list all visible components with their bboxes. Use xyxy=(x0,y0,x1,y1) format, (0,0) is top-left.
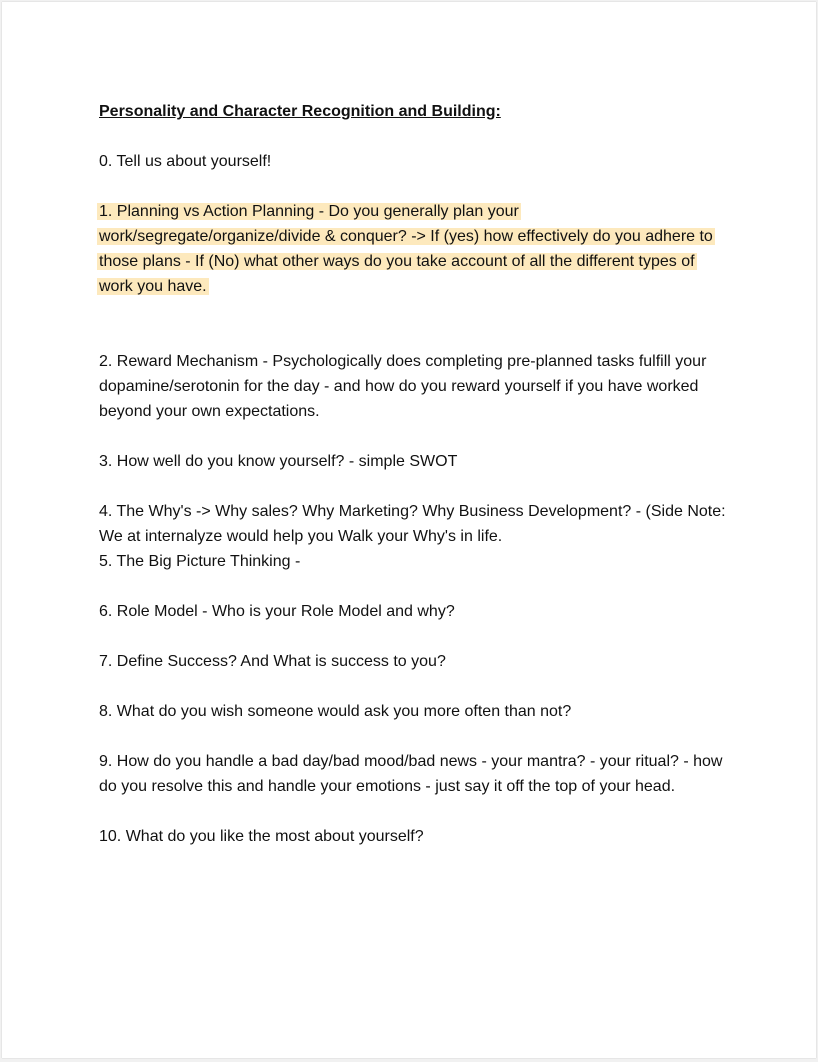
question-1-paragraph xyxy=(99,199,729,299)
question-0: 0. Tell us about yourself! xyxy=(99,153,272,170)
spacer xyxy=(99,474,729,499)
spacer xyxy=(99,574,729,599)
spacer xyxy=(99,624,729,649)
spacer xyxy=(99,424,729,449)
spacer xyxy=(99,324,729,349)
document-page xyxy=(2,2,816,1058)
question-5: 5. The Big Picture Thinking - xyxy=(99,553,301,570)
question-3: 3. How well do you know yourself? - simple SWOT xyxy=(99,453,458,470)
question-9: 9. How do you handle a bad day/bad mood/bad news - your mantra? - your ritual? - how do you resolve this and handle your emotions - just say it off the top of your head. xyxy=(99,753,723,795)
question-4: 4. The Why's -> Why sales? Why Marketing? Why Business Development? - (Side Note: We at internalyze would help you Walk your Why's in life. xyxy=(99,503,726,545)
spacer xyxy=(99,724,729,749)
spacer xyxy=(99,799,729,824)
question-8: 8. What do you wish someone would ask you more often than not? xyxy=(99,703,572,720)
question-10: 10. What do you like the most about yourself? xyxy=(99,828,424,845)
spacer xyxy=(99,674,729,699)
question-1-highlighted: 1. Planning vs Action Planning - Do you generally plan your work/segregate/organize/divide & conquer? -> If (yes) how effectively do you adhere to those plans - If (No) what other ways do you take account of all the different types of work you have. xyxy=(99,203,713,295)
spacer xyxy=(99,299,729,324)
document-title: Personality and Character Recognition and Building: xyxy=(99,103,501,120)
document-body[interactable] xyxy=(99,99,729,849)
question-7: 7. Define Success? And What is success to you? xyxy=(99,653,446,670)
spacer xyxy=(99,124,729,149)
spacer xyxy=(99,174,729,199)
question-2: 2. Reward Mechanism - Psychologically does completing pre-planned tasks fulfill your dopamine/serotonin for the day - and how do you reward yourself if you have worked beyond your own expectations. xyxy=(99,353,707,420)
question-6: 6. Role Model - Who is your Role Model and why? xyxy=(99,603,455,620)
